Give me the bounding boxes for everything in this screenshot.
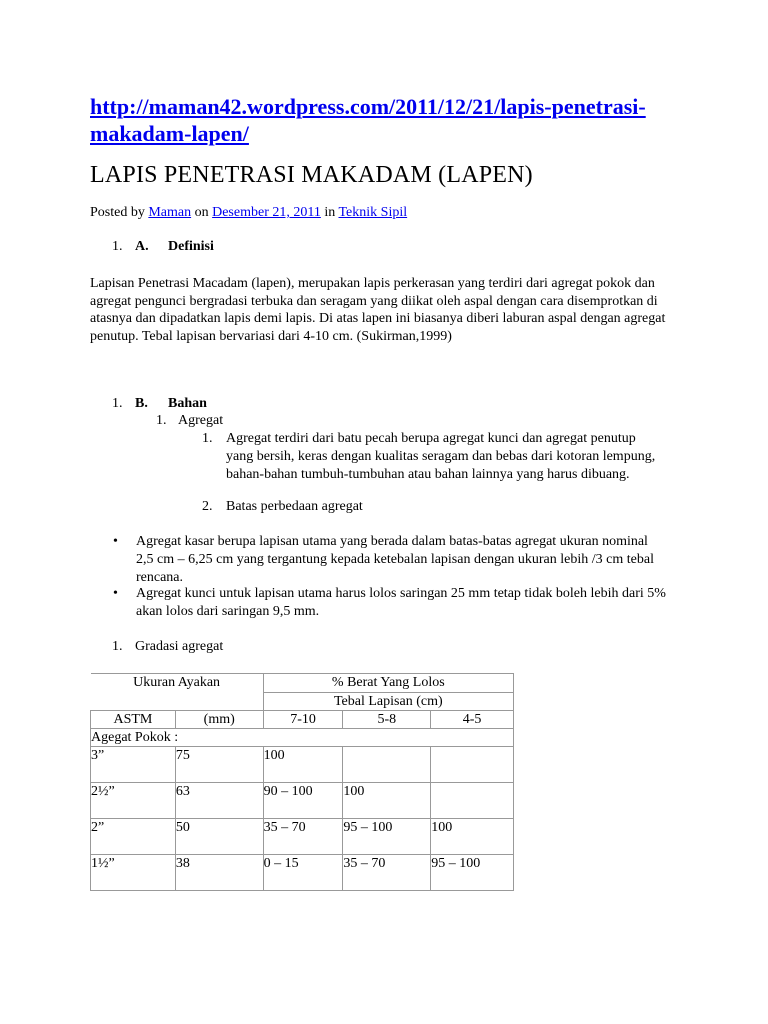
cell-astm: 1½”: [91, 855, 176, 891]
on-label: on: [194, 205, 209, 220]
header-astm: ASTM: [91, 711, 176, 729]
header-mm: (mm): [175, 711, 263, 729]
list-item-2-number: 2.: [202, 499, 213, 514]
page-title: LAPIS PENETRASI MAKADAM (LAPEN): [90, 162, 533, 188]
table-row: [91, 819, 514, 855]
post-meta: [90, 204, 407, 222]
section-b-number: 1.: [112, 396, 123, 411]
table-header-row: [91, 711, 514, 729]
cell-mm: 63: [175, 783, 263, 819]
section-a-letter: A.: [135, 239, 149, 254]
section-b-heading: Bahan: [168, 396, 207, 411]
table-group-row: [91, 729, 514, 747]
definition-paragraph: Lapisan Penetrasi Macadam (lapen), merupakan lapis perkerasan yang terdiri dari agregat pokok dan agregat pengunci bergradasi terbuka dan seragam yang diikat oleh aspal dengan cara disemprotkan di atasnya dan dipadatkan lapis demi lapis. Di atas lapen ini biasanya diberi laburan aspal dengan agregat penutup. Tebal lapisan bervariasi dari 4-10 cm. (Sukirman,1999): [90, 276, 666, 344]
bullet-dot-icon: •: [113, 534, 118, 549]
cell-4-5: [431, 783, 514, 819]
cell-5-8: [343, 747, 431, 783]
cell-7-10: 90 – 100: [263, 783, 343, 819]
list-item-2-text: Batas perbedaan agregat: [226, 499, 363, 514]
list-item-1-number: 1.: [202, 431, 213, 446]
cell-5-8: 100: [343, 783, 431, 819]
cell-mm: 38: [175, 855, 263, 891]
bullet-dot-icon: •: [113, 586, 118, 601]
cell-4-5: 95 – 100: [431, 855, 514, 891]
bullet-item: [113, 585, 668, 621]
subsection-number: 1.: [156, 413, 167, 428]
source-url-link[interactable]: [90, 93, 690, 147]
header-7-10: 7-10: [263, 711, 343, 729]
cell-astm: 2½”: [91, 783, 176, 819]
cell-astm: 2”: [91, 819, 176, 855]
bullet-item: [113, 533, 668, 587]
cell-4-5: 100: [431, 819, 514, 855]
table-row: [91, 855, 514, 891]
date-link[interactable]: Desember 21, 2011: [212, 205, 321, 220]
cell-5-8: 95 – 100: [343, 819, 431, 855]
cell-mm: 75: [175, 747, 263, 783]
subsection-label: Agregat: [178, 413, 224, 428]
author-link[interactable]: Maman: [148, 205, 192, 220]
gradation-table: [90, 673, 514, 891]
header-berat-lolos: % Berat Yang Lolos: [263, 674, 513, 693]
table-row: [91, 783, 514, 819]
posted-by-label: Posted by: [90, 205, 145, 220]
cell-mm: 50: [175, 819, 263, 855]
cell-5-8: 35 – 70: [343, 855, 431, 891]
cell-7-10: 35 – 70: [263, 819, 343, 855]
section-b-letter: B.: [135, 396, 148, 411]
url-line-2[interactable]: makadam-lapen/: [90, 121, 249, 146]
group-label: Agegat Pokok :: [91, 729, 514, 747]
table-row: [91, 747, 514, 783]
url-line-1[interactable]: http://maman42.wordpress.com/2011/12/21/lapis-penetrasi-: [90, 94, 646, 119]
in-label: in: [324, 205, 336, 220]
bullet-text: Agregat kunci untuk lapisan utama harus lolos saringan 25 mm tetap tidak boleh lebih dari 5% akan lolos dari saringan 9,5 mm.: [136, 586, 666, 619]
header-tebal-lapisan: Tebal Lapisan (cm): [263, 692, 513, 711]
cell-7-10: 100: [263, 747, 343, 783]
header-ukuran-ayakan: Ukuran Ayakan: [91, 674, 264, 711]
header-4-5: 4-5: [431, 711, 514, 729]
bullet-text: Agregat kasar berupa lapisan utama yang berada dalam batas-batas agregat ukuran nominal 2,5 cm – 6,25 cm yang tergantung kepada ketebalan lapisan dengan ukuran lebih /3 cm tebal rencana.: [136, 534, 654, 585]
section-a-heading: Definisi: [168, 239, 214, 254]
cell-4-5: [431, 747, 514, 783]
category-link[interactable]: Teknik Sipil: [338, 205, 408, 220]
list-item-1-text: Agregat terdiri dari batu pecah berupa agregat kunci dan agregat penutup yang bersih, keras dengan kualitas seragam dan bebas dari kotoran lempung, bahan-bahan tumbuh-tumbuhan atau bahan lainnya yang harus dibuang.: [226, 431, 656, 482]
section-a-number: 1.: [112, 239, 123, 254]
cell-astm: 3”: [91, 747, 176, 783]
gradasi-label: Gradasi agregat: [135, 639, 224, 654]
cell-7-10: 0 – 15: [263, 855, 343, 891]
gradasi-number: 1.: [112, 639, 123, 654]
table-header-row: [91, 674, 514, 693]
header-5-8: 5-8: [343, 711, 431, 729]
